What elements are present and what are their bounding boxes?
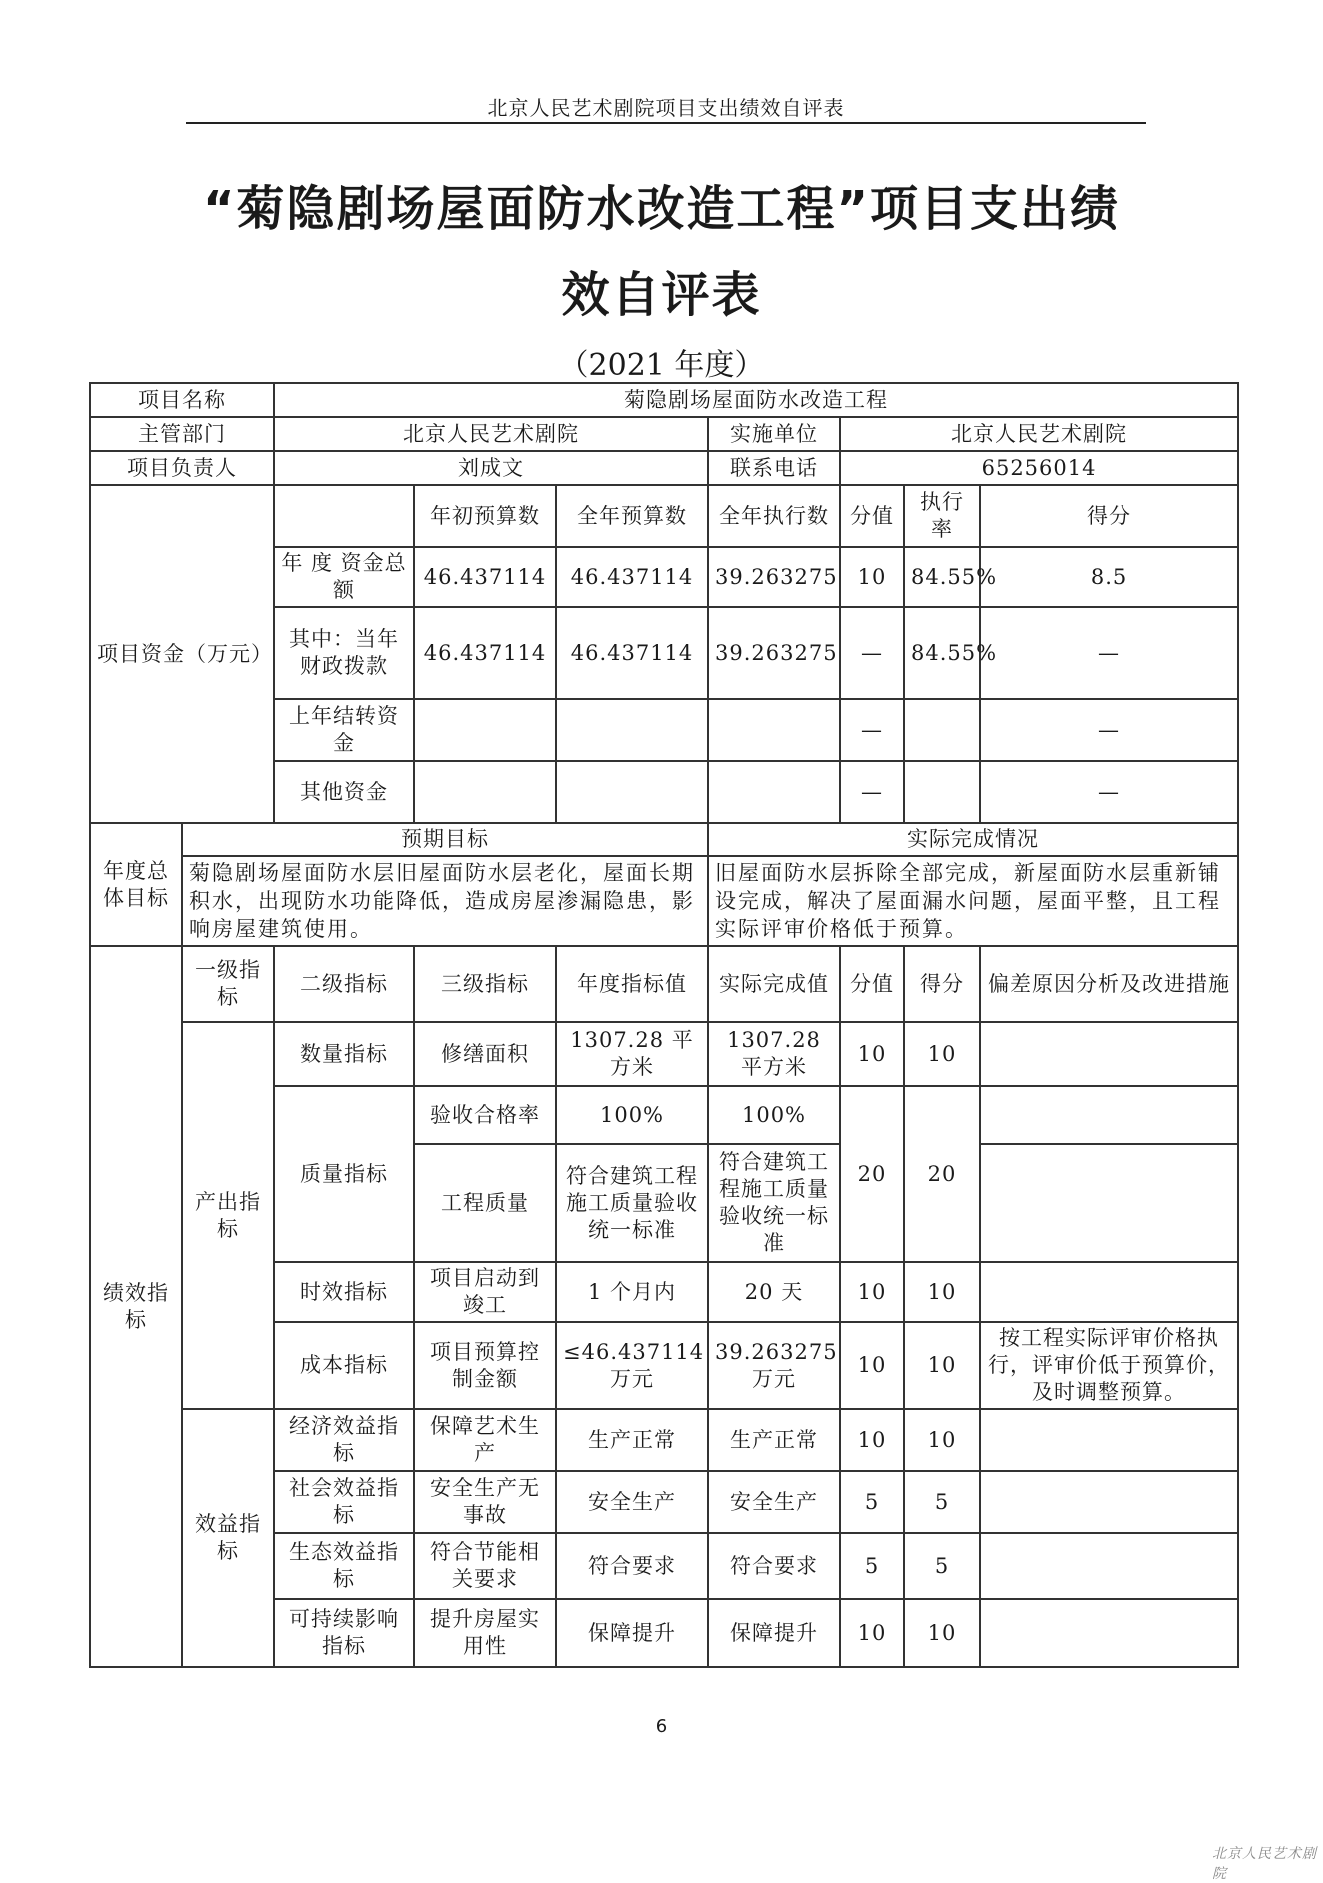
goals-actual-text: 旧屋面防水层拆除全部完成，新屋面防水层重新铺设完成，解决了屋面漏水问题，屋面平整，且工程实际评审价格低于预算。 xyxy=(708,856,1238,946)
target-cell: 1 个月内 xyxy=(556,1262,708,1322)
funds-header-score: 得分 xyxy=(980,485,1238,547)
level3-cell: 保障艺术生产 xyxy=(414,1409,556,1471)
header-deviation: 偏差原因分析及改进措施 xyxy=(980,946,1238,1022)
score-cell: 10 xyxy=(904,1322,980,1409)
level3-cell: 安全生产无事故 xyxy=(414,1471,556,1533)
funds-row-name: 其他资金 xyxy=(274,761,414,823)
watermark: 北京人民艺术剧院 xyxy=(1212,1846,1317,1882)
deviation-cell xyxy=(980,1471,1238,1533)
level2-cell: 生态效益指标 xyxy=(274,1533,414,1599)
funds-row-exec xyxy=(708,699,840,761)
phone-value: 65256014 xyxy=(840,451,1238,485)
actual-cell: 100% xyxy=(708,1086,840,1144)
funds-row-score: — xyxy=(980,607,1238,699)
score-cell: 20 xyxy=(904,1086,980,1262)
funds-row-initial xyxy=(414,761,556,823)
impl-label: 实施单位 xyxy=(708,417,840,451)
level3-cell: 验收合格率 xyxy=(414,1086,556,1144)
goals-expected-label: 预期目标 xyxy=(182,823,708,856)
deviation-cell xyxy=(980,1599,1238,1667)
score-value-cell: 10 xyxy=(840,1262,904,1322)
project-name: 菊隐剧场屋面防水改造工程 xyxy=(274,383,1238,417)
level2-cell: 时效指标 xyxy=(274,1262,414,1322)
goals-content-row xyxy=(90,856,1238,946)
funds-row-full xyxy=(556,761,708,823)
funds-header-exec: 全年执行数 xyxy=(708,485,840,547)
deviation-cell xyxy=(980,1086,1238,1144)
leader-label: 项目负责人 xyxy=(90,451,274,485)
funds-row-score: — xyxy=(980,761,1238,823)
header-actual: 实际完成值 xyxy=(708,946,840,1022)
score-value-cell: 10 xyxy=(840,1599,904,1667)
funds-row-initial: 46.437114 xyxy=(414,547,556,607)
target-cell: 符合要求 xyxy=(556,1533,708,1599)
funds-row-score: — xyxy=(980,699,1238,761)
actual-cell: 生产正常 xyxy=(708,1409,840,1471)
actual-cell: 保障提升 xyxy=(708,1599,840,1667)
funds-row-exec: 39.263275 xyxy=(708,547,840,607)
goals-label: 年度总体目标 xyxy=(90,823,182,946)
funds-row-score: 8.5 xyxy=(980,547,1238,607)
target-cell: 符合建筑工程施工质量验收统一标准 xyxy=(556,1144,708,1262)
dept-value: 北京人民艺术剧院 xyxy=(274,417,708,451)
funds-row-exec: 39.263275 xyxy=(708,607,840,699)
funds-row-name: 上年结转资金 xyxy=(274,699,414,761)
funds-row-full: 46.437114 xyxy=(556,547,708,607)
actual-cell: 39.263275万元 xyxy=(708,1322,840,1409)
funds-row-rate xyxy=(904,699,980,761)
score-cell: 10 xyxy=(904,1599,980,1667)
funds-corner xyxy=(274,485,414,547)
funds-header-initial: 年初预算数 xyxy=(414,485,556,547)
funds-row-score-value: — xyxy=(840,761,904,823)
target-cell: 安全生产 xyxy=(556,1471,708,1533)
dept-label: 主管部门 xyxy=(90,417,274,451)
funds-header-full: 全年预算数 xyxy=(556,485,708,547)
indicators-header-row xyxy=(90,946,1238,1022)
level2-cell: 经济效益指标 xyxy=(274,1409,414,1471)
score-value-cell: 10 xyxy=(840,1022,904,1086)
deviation-cell: 按工程实际评审价格执行，评审价低于预算价，及时调整预算。 xyxy=(980,1322,1238,1409)
level3-cell: 项目预算控制金额 xyxy=(414,1322,556,1409)
level3-cell: 符合节能相关要求 xyxy=(414,1533,556,1599)
running-header: 北京人民艺术剧院项目支出绩效自评表 xyxy=(487,96,845,120)
row-project-name xyxy=(90,383,1238,417)
funds-row-full: 46.437114 xyxy=(556,607,708,699)
score-cell: 5 xyxy=(904,1471,980,1533)
funds-row-initial xyxy=(414,699,556,761)
header-rule xyxy=(186,122,1146,124)
funds-row-rate xyxy=(904,761,980,823)
level2-cell: 数量指标 xyxy=(274,1022,414,1086)
header-target: 年度指标值 xyxy=(556,946,708,1022)
header-level3: 三级指标 xyxy=(414,946,556,1022)
funds-row-initial: 46.437114 xyxy=(414,607,556,699)
level3-cell: 修缮面积 xyxy=(414,1022,556,1086)
funds-row-score-value: — xyxy=(840,699,904,761)
actual-cell: 安全生产 xyxy=(708,1471,840,1533)
funds-row-exec xyxy=(708,761,840,823)
actual-cell: 20 天 xyxy=(708,1262,840,1322)
impl-value: 北京人民艺术剧院 xyxy=(840,417,1238,451)
document-title-line1: “菊隐剧场屋面防水改造工程”项目支出绩 xyxy=(202,181,1121,237)
project-name-label: 项目名称 xyxy=(90,383,274,417)
score-cell: 10 xyxy=(904,1409,980,1471)
score-value-cell: 5 xyxy=(840,1471,904,1533)
deviation-cell xyxy=(980,1533,1238,1599)
deviation-cell xyxy=(980,1409,1238,1471)
row-dept xyxy=(90,417,1238,451)
score-cell: 10 xyxy=(904,1262,980,1322)
report-year: （2021 年度） xyxy=(558,348,765,383)
funds-label: 项目资金（万元） xyxy=(90,485,274,823)
header-score: 得分 xyxy=(904,946,980,1022)
funds-header-row xyxy=(90,485,1238,547)
funds-row-score-value: — xyxy=(840,607,904,699)
target-cell: 100% xyxy=(556,1086,708,1144)
target-cell: 1307.28 平方米 xyxy=(556,1022,708,1086)
header-level1: 一级指标 xyxy=(182,946,274,1022)
goals-expected-text: 菊隐剧场屋面防水层旧屋面防水层老化，屋面长期积水，出现防水功能降低，造成房屋渗漏隐患，影响房屋建筑使用。 xyxy=(182,856,708,946)
score-value-cell: 20 xyxy=(840,1086,904,1262)
leader-value: 刘成文 xyxy=(274,451,708,485)
funds-row-name: 年 度 资金总额 xyxy=(274,547,414,607)
funds-header-rate: 执行率 xyxy=(904,485,980,547)
target-cell: 保障提升 xyxy=(556,1599,708,1667)
target-cell: 生产正常 xyxy=(556,1409,708,1471)
indicators-label: 绩效指标 xyxy=(90,946,182,1667)
benefit-indicators-label: 效益指标 xyxy=(182,1409,274,1667)
output-indicators-label: 产出指标 xyxy=(182,1022,274,1409)
score-value-cell: 5 xyxy=(840,1533,904,1599)
actual-cell: 符合建筑工程施工质量验收统一标准 xyxy=(708,1144,840,1262)
actual-cell: 1307.28 平方米 xyxy=(708,1022,840,1086)
score-value-cell: 10 xyxy=(840,1409,904,1471)
evaluation-table xyxy=(89,382,1239,1668)
header-score-value: 分值 xyxy=(840,946,904,1022)
funds-row-score-value: 10 xyxy=(840,547,904,607)
score-cell: 5 xyxy=(904,1533,980,1599)
level3-cell: 工程质量 xyxy=(414,1144,556,1262)
actual-cell: 符合要求 xyxy=(708,1533,840,1599)
goals-actual-label: 实际完成情况 xyxy=(708,823,1238,856)
level2-cell: 质量指标 xyxy=(274,1086,414,1262)
funds-row-rate: 84.55% xyxy=(904,607,980,699)
phone-label: 联系电话 xyxy=(708,451,840,485)
goals-header-row xyxy=(90,823,1238,856)
funds-row-rate: 84.55% xyxy=(904,547,980,607)
deviation-cell xyxy=(980,1022,1238,1086)
level2-cell: 成本指标 xyxy=(274,1322,414,1409)
page-number: 6 xyxy=(655,1716,668,1737)
document-title-line2: 效自评表 xyxy=(561,267,762,323)
funds-row-full xyxy=(556,699,708,761)
indicator-row-benefit xyxy=(90,1409,1238,1471)
indicator-row-quantity xyxy=(90,1022,1238,1086)
level2-cell: 可持续影响指标 xyxy=(274,1599,414,1667)
deviation-cell xyxy=(980,1262,1238,1322)
funds-header-score-value: 分值 xyxy=(840,485,904,547)
score-cell: 10 xyxy=(904,1022,980,1086)
level2-cell: 社会效益指标 xyxy=(274,1471,414,1533)
header-level2: 二级指标 xyxy=(274,946,414,1022)
row-leader xyxy=(90,451,1238,485)
funds-row-name: 其中：当年财政拨款 xyxy=(274,607,414,699)
level3-cell: 项目启动到竣工 xyxy=(414,1262,556,1322)
score-value-cell: 10 xyxy=(840,1322,904,1409)
deviation-cell xyxy=(980,1144,1238,1262)
level3-cell: 提升房屋实用性 xyxy=(414,1599,556,1667)
target-cell: ≤46.437114万元 xyxy=(556,1322,708,1409)
